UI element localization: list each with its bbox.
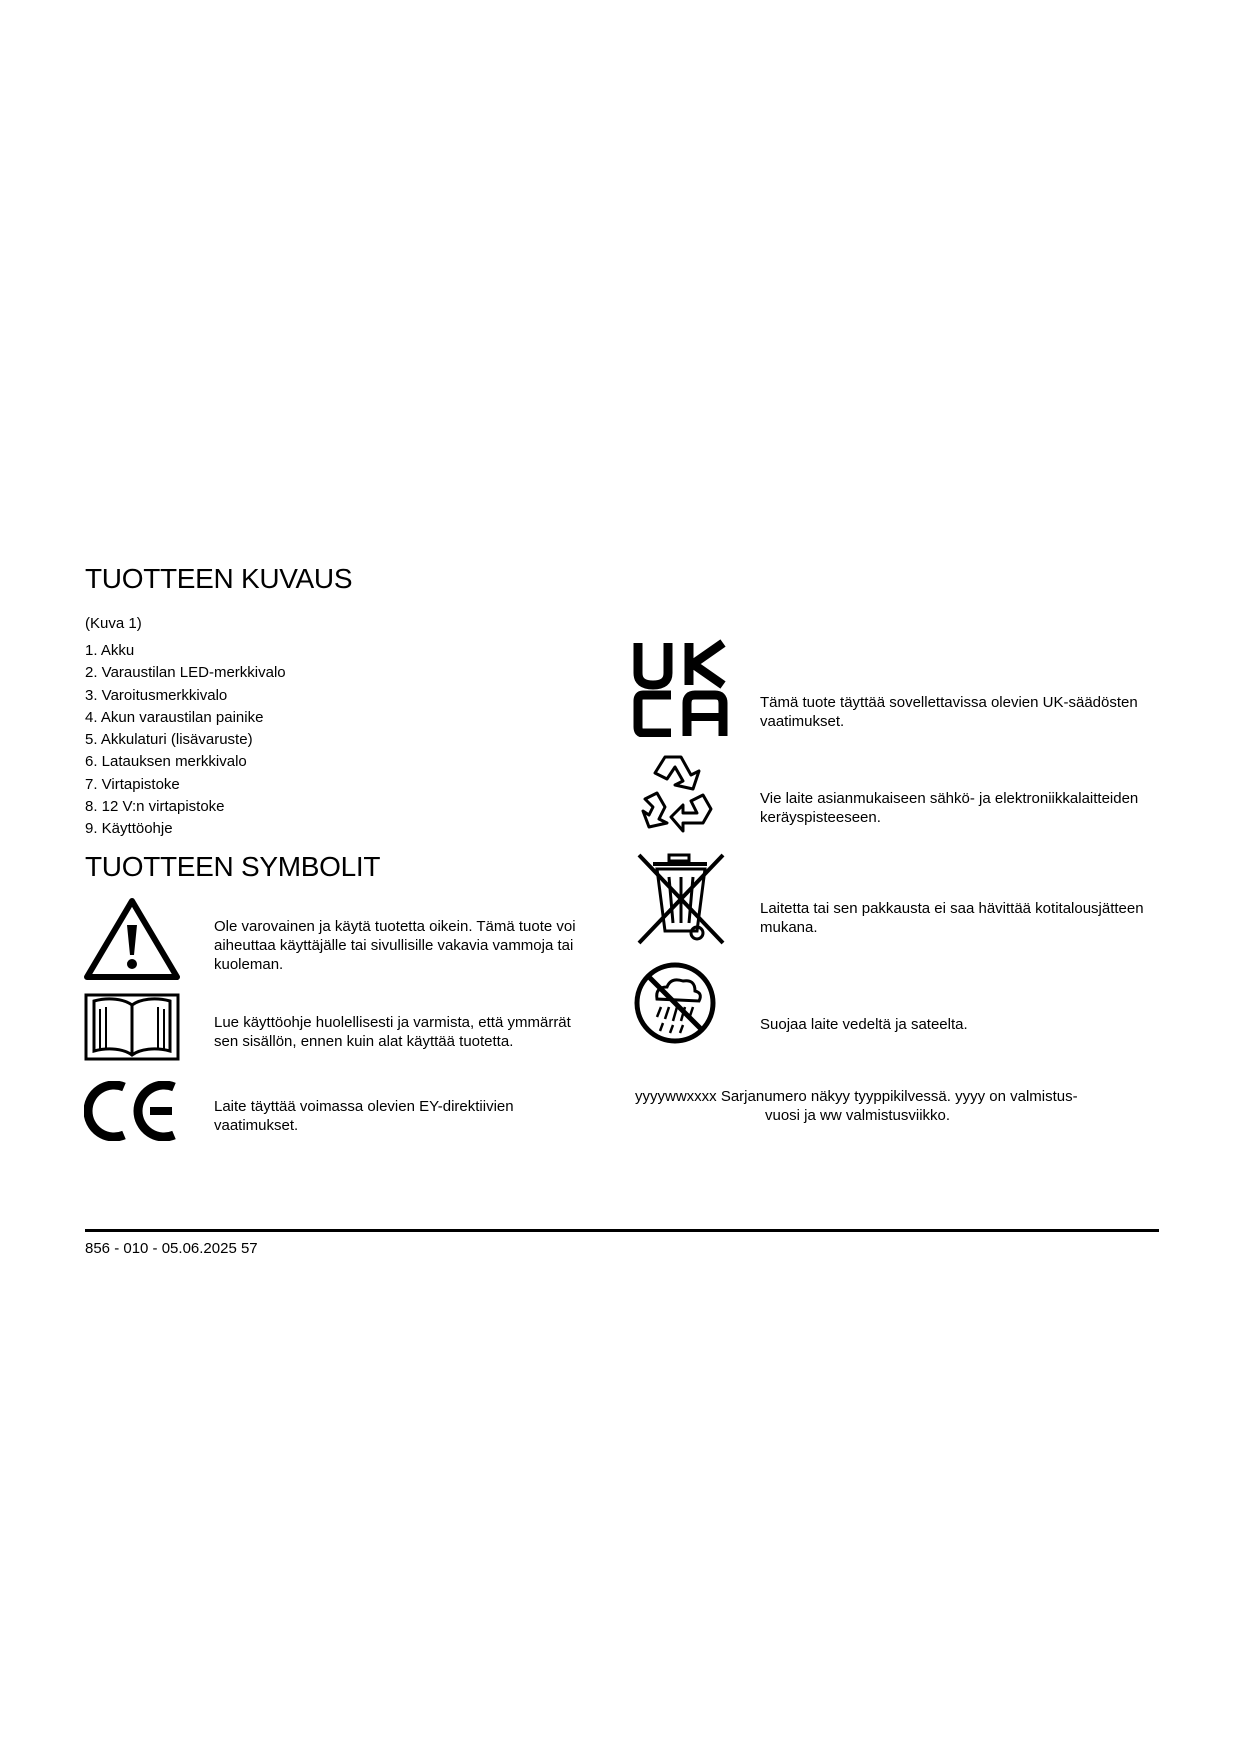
symbol-text-ce: Laite täyttää voimassa olevien EY-direktiivien vaatimukset.: [214, 1098, 514, 1134]
list-item: 3. Varoitusmerkkivalo: [85, 686, 228, 704]
symbol-text-warning: Ole varovainen ja käytä tuotetta oikein. Tämä tuote voi aiheuttaa käyttäjälle tai sivullisille vakavia vammoja tai kuoleman.: [214, 918, 576, 973]
serial-line-2: vuosi ja ww valmistusviikko.: [765, 1107, 951, 1124]
list-item: 2. Varaustilan LED-merkkivalo: [85, 664, 286, 682]
symbol-text-rain: Suojaa laite vedeltä ja sateelta.: [760, 1016, 968, 1033]
ukca-mark-icon: [633, 639, 729, 737]
warning-triangle-icon: [84, 897, 180, 981]
list-item: 1. Akku: [85, 642, 135, 659]
serial-number-note: [635, 1087, 1105, 1125]
symbols-heading: TUOTTEEN SYMBOLIT: [85, 851, 381, 882]
list-item: 4. Akun varaustilan painike: [85, 708, 264, 726]
no-rain-icon: [633, 961, 717, 1045]
symbol-text-recycle: Vie laite asianmukaiseen sähkö- ja elektroniikkalaitteiden keräyspisteeseen.: [760, 790, 1139, 826]
list-item: 7. Virtapistoke: [85, 775, 180, 793]
footer-divider: [85, 1229, 1159, 1232]
list-item: 6. Latauksen merkkivalo: [85, 753, 247, 771]
symbol-text-manual: Lue käyttöohje huolellisesti ja varmista, että ymmärrät sen sisällön, ennen kuin alat käyttää tuotetta.: [214, 1014, 571, 1050]
crossed-bin-icon: [635, 851, 727, 947]
symbol-text-bin: Laitetta tai sen pakkausta ei saa hävittää kotitalousjätteen mukana.: [760, 900, 1144, 936]
list-item: 5. Akkulaturi (lisävaruste): [85, 731, 253, 749]
parts-list: [85, 640, 286, 841]
manual-book-icon: [84, 993, 180, 1061]
list-item: 8. 12 V:n virtapistoke: [85, 798, 225, 816]
description-heading: TUOTTEEN KUVAUS: [85, 563, 353, 594]
figure-reference: (Kuva 1): [85, 615, 142, 632]
page-footer: 856 - 010 - 05.06.2025 57: [85, 1240, 258, 1257]
ce-mark-icon: [84, 1081, 180, 1141]
serial-line-1: yyyywwxxxx Sarjanumero näkyy tyyppikilvessä. yyyy on valmistus-: [635, 1088, 1078, 1105]
list-item: 9. Käyttöohje: [85, 820, 173, 838]
symbol-text-ukca: Tämä tuote täyttää sovellettavissa olevien UK-säädösten vaatimukset.: [760, 694, 1138, 730]
recycle-icon: [633, 747, 721, 835]
